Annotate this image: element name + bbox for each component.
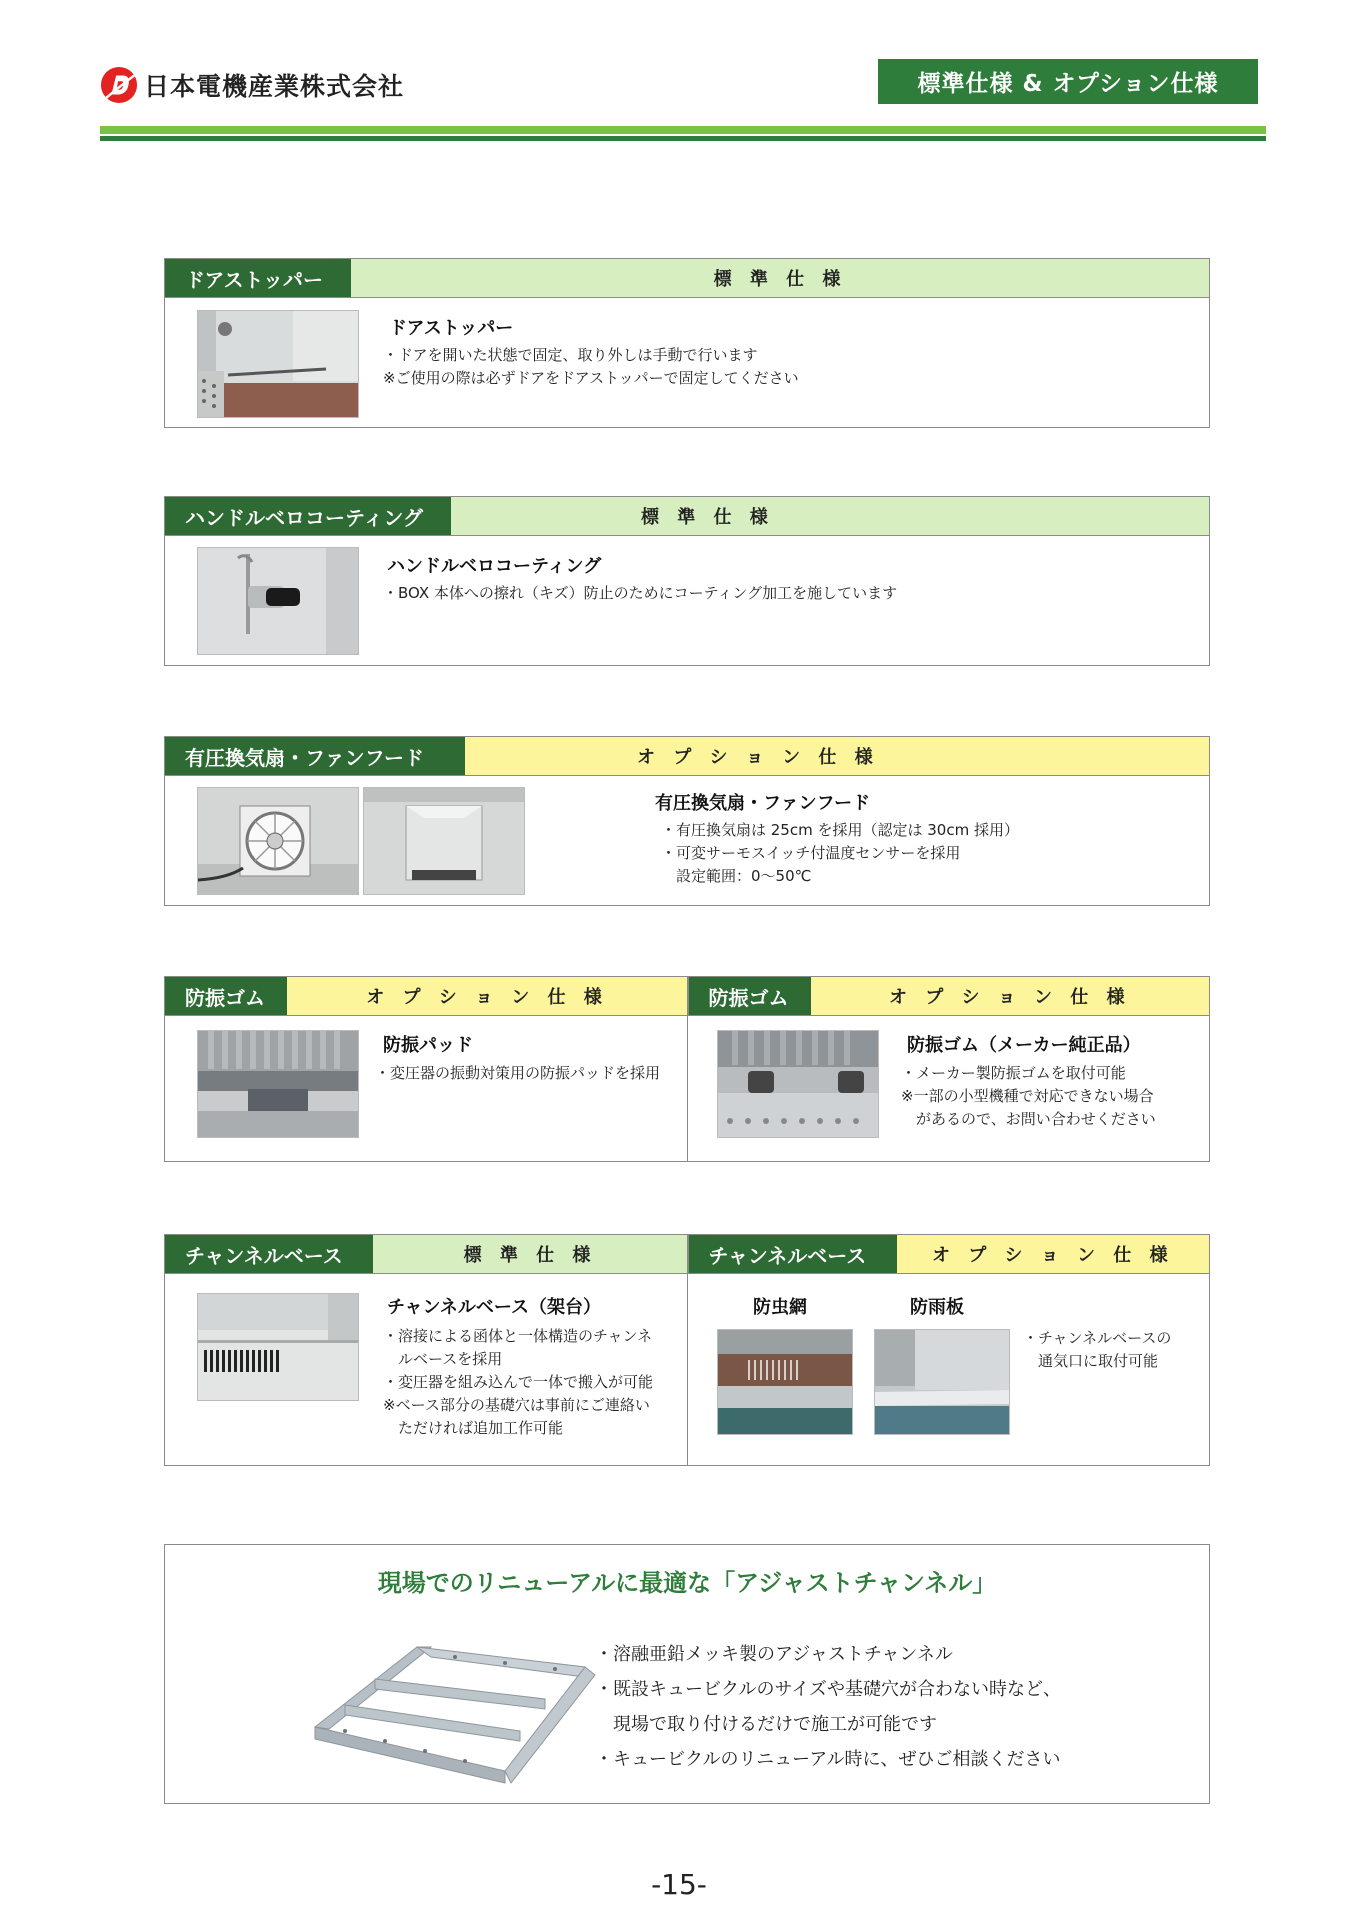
company-logo (100, 66, 404, 104)
item-title: ハンドルベロコーティング (387, 556, 602, 577)
channel-base-photo (197, 1293, 359, 1401)
item-title-rain-plate: 防雨板 (910, 1297, 964, 1318)
vibration-rubber-photo (717, 1030, 879, 1138)
section-vibration (164, 976, 1210, 1162)
page-number: -15- (651, 1868, 707, 1901)
spec-label: オ プ シ ョ ン 仕 様 (465, 737, 1209, 775)
header-rule-light (100, 126, 1266, 134)
spec-label-right: オ プ シ ョ ン 仕 様 (897, 1235, 1210, 1273)
fan-photo (197, 787, 359, 895)
company-name: 日本電機産業株式会社 (144, 72, 405, 101)
spec-label-left: 標 準 仕 様 (373, 1235, 687, 1273)
section-channel-base (164, 1234, 1210, 1466)
adjust-channel-photo (305, 1611, 605, 1791)
spec-label-right: オ プ シ ョ ン 仕 様 (811, 977, 1210, 1015)
item-title-left: 防振パッド (383, 1035, 473, 1056)
spec-label-left: オ プ シ ョ ン 仕 様 (287, 977, 687, 1015)
section-title: ドアストッパー (165, 259, 351, 297)
header-badge: 標準仕様 & オプション仕様 (878, 59, 1258, 104)
adjust-channel-box (164, 1544, 1210, 1804)
adjust-point: ・溶融亜鉛メッキ製のアジャストチャンネル (595, 1644, 953, 1665)
rain-plate-photo (874, 1329, 1010, 1435)
vibration-pad-photo (197, 1030, 359, 1138)
header-rule-dark (100, 136, 1266, 141)
item-description: ・BOX 本体への擦れ（キズ）防止のためにコーティング加工を施しています (383, 584, 898, 602)
insect-net-photo (717, 1329, 853, 1435)
spec-label: 標 準 仕 様 (351, 259, 1209, 297)
handle-coating-photo (197, 547, 359, 655)
section-header (165, 497, 1209, 536)
item-title-left: チャンネルベース（架台） (387, 1297, 602, 1318)
section-title: 有圧換気扇・ファンフード (165, 737, 465, 775)
company-logo-icon (100, 66, 138, 104)
section-title-right: 防振ゴム (689, 977, 811, 1015)
item-description-right: ・チャンネルベースの 通気口に取付可能 (1023, 1329, 1172, 1370)
section-fan (164, 736, 1210, 906)
adjust-point: ・既設キュービクルのサイズや基礎穴が合わない時など、 (595, 1679, 1062, 1700)
adjust-point: ・キュービクルのリニューアル時に、ぜひご相談ください (595, 1749, 1061, 1770)
adjust-channel-points (595, 1637, 1061, 1777)
section-door-stopper (164, 258, 1210, 428)
item-description-left: ・溶接による函体と一体構造のチャンネ ルベースを採用 ・変圧器を組み込んで一体で搬入が可能 ※ベース部分の基礎穴は事前にご連絡い ただければ追加工作可能 (383, 1327, 654, 1437)
section-header (165, 259, 1209, 298)
item-title-insect-net: 防虫網 (753, 1297, 807, 1318)
door-stopper-photo (197, 310, 359, 418)
section-divider (687, 977, 688, 1161)
spec-label: 標 準 仕 様 (451, 497, 1209, 535)
section-title: ハンドルベロコーティング (165, 497, 451, 535)
adjust-point: 現場で取り付けるだけで施工が可能です (595, 1714, 937, 1735)
section-title-left: 防振ゴム (165, 977, 287, 1015)
item-title: ドアストッパー (389, 318, 514, 339)
section-title-left: チャンネルベース (165, 1235, 373, 1273)
section-handle-coating (164, 496, 1210, 666)
fan-hood-photo (363, 787, 525, 895)
section-divider (687, 1235, 688, 1465)
adjust-channel-title: 現場でのリニューアルに最適な「アジャストチャンネル」 (377, 1569, 997, 1597)
item-description: ・有圧換気扇は 25cm を採用（認定は 30cm 採用） ・可変サーモスイッチ付温度センサーを採用 設定範囲：0〜50℃ (661, 821, 1019, 885)
item-title-right: 防振ゴム（メーカー純正品） (907, 1035, 1141, 1056)
section-title-right: チャンネルベース (689, 1235, 897, 1273)
section-header (165, 737, 1209, 776)
item-description-right: ・メーカー製防振ゴムを取付可能 ※一部の小型機種で対応できない場合 があるので、お問い合わせください (901, 1064, 1156, 1128)
item-description-left: ・変圧器の振動対策用の防振パッドを採用 (375, 1064, 661, 1082)
item-description: ・ドアを開いた状態で固定、取り外しは手動で行います ※ご使用の際は必ずドアをドアストッパーで固定してください (383, 346, 799, 387)
item-title: 有圧換気扇・ファンフード (655, 793, 871, 814)
